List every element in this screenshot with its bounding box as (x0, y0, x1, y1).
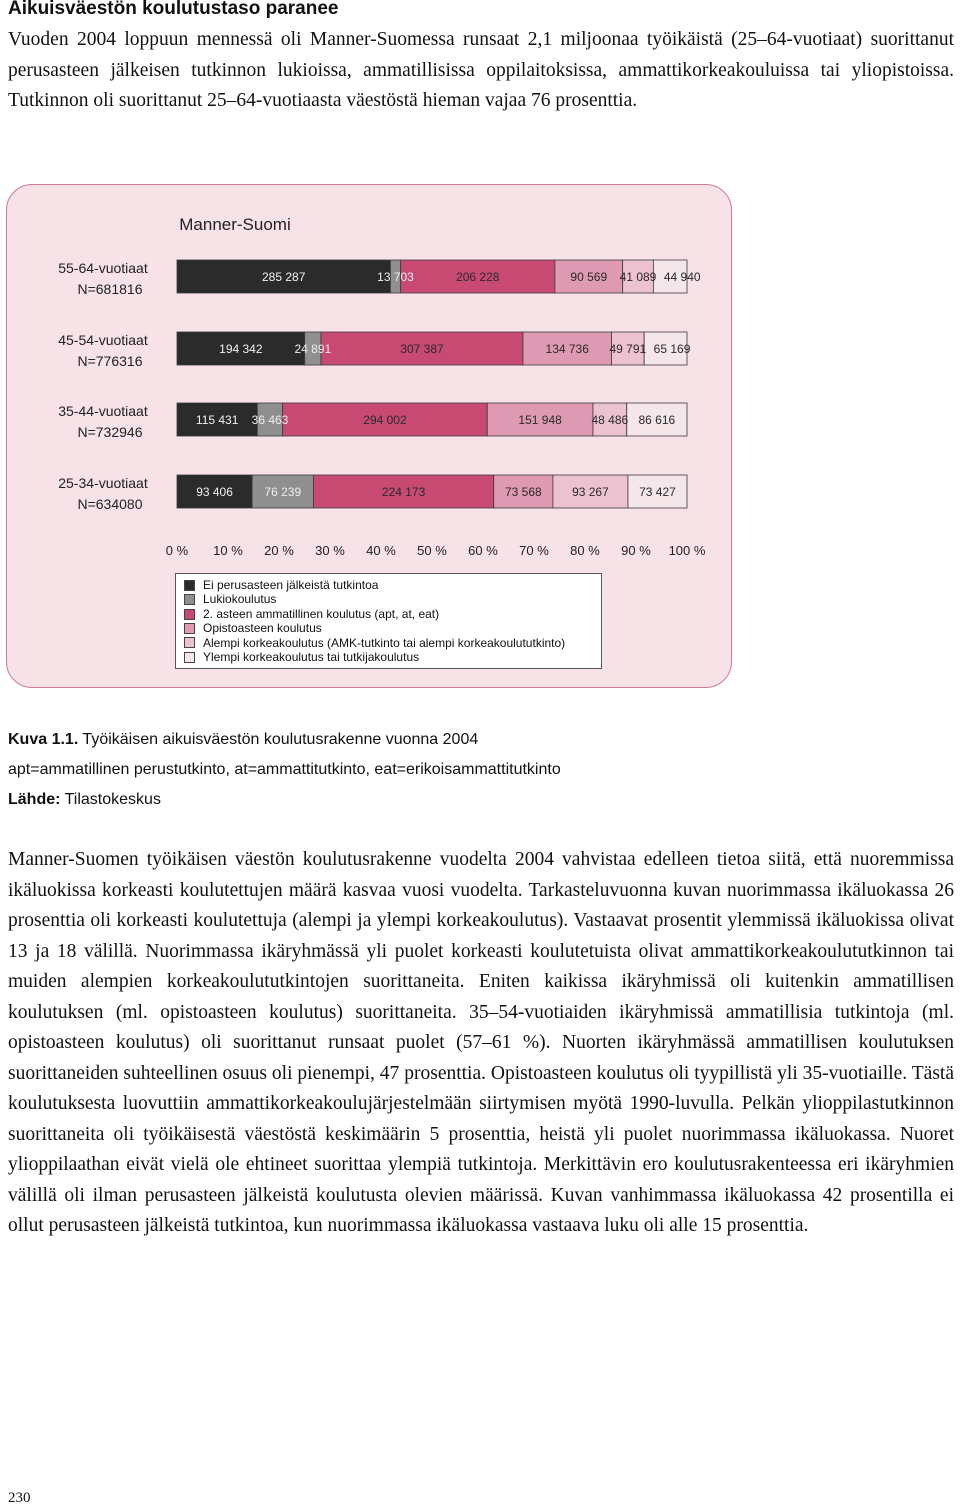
legend-item (184, 592, 601, 606)
x-tick-label: 100 % (668, 543, 706, 558)
data-label: 285 287 (262, 270, 306, 284)
figure-caption (8, 731, 478, 749)
legend-item (184, 578, 601, 592)
x-tick-label: 20 % (264, 543, 294, 558)
data-label: 206 228 (456, 270, 500, 284)
page-number: 230 (8, 1490, 31, 1506)
legend-label: 2. asteen ammatillinen koulutus (apt, at, eat) (203, 606, 440, 621)
category-n: N=681816 (77, 281, 143, 297)
data-label: 65 169 (653, 342, 691, 356)
legend-swatch (184, 623, 195, 634)
legend-swatch (184, 652, 195, 663)
data-label: 93 406 (196, 485, 233, 499)
legend-item (184, 650, 601, 664)
data-label: 36 463 (251, 413, 289, 427)
data-label: 115 431 (195, 413, 239, 427)
legend-item (184, 621, 601, 635)
caption-label: Kuva 1.1. (8, 731, 79, 748)
legend-swatch (184, 609, 195, 620)
data-label: 307 387 (400, 342, 444, 356)
data-label: 73 427 (639, 485, 676, 499)
data-label: 44 940 (663, 270, 701, 284)
data-label: 224 173 (381, 485, 426, 499)
data-label: 194 342 (219, 342, 263, 356)
category-label: 25-34-vuotiaat (58, 475, 148, 491)
x-tick-label: 10 % (213, 543, 243, 558)
data-label: 134 736 (545, 342, 589, 356)
data-label: 49 791 (609, 342, 647, 356)
category-n: N=776316 (77, 353, 143, 369)
x-tick-label: 30 % (315, 543, 345, 558)
legend-label: Opistoasteen koulutus (203, 621, 322, 636)
caption-abbreviations: apt=ammatillinen perustutkinto, at=ammattitutkinto, eat=erikoisammattitutkinto (8, 761, 561, 778)
source-label: Lähde: (8, 791, 61, 808)
chart-title: Manner-Suomi (179, 215, 291, 234)
x-tick-label: 50 % (417, 543, 447, 558)
data-label: 86 616 (638, 413, 676, 427)
category-label: 55-64-vuotiaat (58, 260, 148, 276)
data-label: 48 486 (591, 413, 629, 427)
legend-label: Ylempi korkeakoulutus tai tutkijakoulutus (203, 650, 420, 665)
x-tick-label: 80 % (570, 543, 600, 558)
legend-label: Lukiokoulutus (203, 592, 277, 607)
x-tick-label: 40 % (366, 543, 396, 558)
data-label: 294 002 (363, 413, 407, 427)
data-label: 73 568 (504, 485, 542, 499)
data-label: 90 569 (570, 270, 608, 284)
legend-label: Alempi korkeakoulutus (AMK-tutkinto tai alempi korkeakoulututkinto) (203, 635, 566, 650)
x-tick-label: 60 % (468, 543, 498, 558)
x-tick-label: 0 % (165, 543, 189, 558)
data-label: 41 089 (619, 270, 657, 284)
x-tick-label: 70 % (519, 543, 549, 558)
legend-swatch (184, 637, 195, 648)
category-n: N=634080 (77, 496, 143, 512)
section-heading: Aikuisväestön koulutustaso paranee (8, 0, 339, 19)
caption-title-text: Työikäisen aikuisväestön koulutusrakenne vuonna 2004 (78, 731, 479, 748)
body-paragraph: Manner-Suomen työikäisen väestön koulutusrakenne vuodelta 2004 vahvistaa edelleen tietoa siitä, että nuoremmissa ikäluokissa korkeasti koulutettujen määrä kasvaa vuosi vuodelta. Tarkasteluvuonna kuvan nuorimmassa ikäluokassa 26 prosenttia oli korkeasti koulutettuja (alempi ja ylempi korkeakoulutus). Vastaavat prosentit ylemmissä ikäluokissa olivat 13 ja 18 välillä. Nuorimmassa ikäryhmässä yli puolet korkeasti koulutetuista olivat ammattikorkeakoulututkinnon tai muiden alempien korkeakoulututkintojen suorittaneita. Eniten kaikissa ikäryhmissä oli kuitenkin ammatillisen koulutuksen (ml. opistoasteen koulutus) suorittaneita. 35–54-vuotiaiden ikäryhmissä ammatillisia tutkintoja (ml. opistoasteen koulutus) oli suorittanut runsaat puolet (57–61 %). Nuorten ikäryhmässä ammatillisen koulutuksen suorittaneiden suhteellinen osuus oli pienempi, 47 prosenttia. Opistoasteen koulutus oli tyypillistä yli 35-vuotiaille. Tästä koulutuksesta luovuttiin ammattikorkeakoulujärjestelmään siirtymisen myötä 1990-luvulla. Pelkän ylioppilastutkinnon suorittaneita oli työikäisestä väestöstä keskimäärin 5 prosenttia, heistä yli puolet nuorimmassa ikäluokassa. Nuoret ylioppilaathan eivät vielä ole ehtineet suorittaa ylempiä tutkintoja. Merkittävin ero koulutusrakenteessa eri ikäryhmien välillä oli ilman perusasteen jälkeistä koulutusta olevien määrissä. Kuvan vanhimmassa ikäluokassa 42 prosentilla ei ollut perusasteen jälkeistä tutkintoa, kun nuorimmassa ikäluokassa vastaava luku oli alle 15 prosenttia. (8, 849, 954, 1236)
data-label: 93 267 (572, 485, 609, 499)
source-text: Tilastokeskus (60, 791, 161, 808)
legend-swatch (184, 580, 195, 591)
intro-paragraph: Vuoden 2004 loppuun mennessä oli Manner-Suomessa runsaat 2,1 miljoonaa työikäistä (25–64-vuotiaat) suorittanut perusasteen jälkeisen tutkinnon lukioissa, ammatillisissa oppilaitoksissa, ammattikorkeakouluissa tai yliopistoissa. Tutkinnon oli suorittanut 25–64-vuotiaasta väestöstä hieman vajaa 76 prosenttia. (8, 29, 954, 111)
category-label: 35-44-vuotiaat (58, 403, 148, 419)
legend-swatch (184, 594, 195, 605)
data-label: 151 948 (518, 413, 562, 427)
legend-item (184, 636, 601, 650)
caption-source (8, 791, 161, 809)
legend-label: Ei perusasteen jälkeistä tutkintoa (203, 578, 379, 592)
data-label: 76 239 (264, 485, 302, 499)
chart-legend (175, 573, 602, 669)
x-tick-label: 90 % (621, 543, 651, 558)
data-label: 24 891 (294, 342, 332, 356)
category-n: N=732946 (77, 424, 143, 440)
category-label: 45-54-vuotiaat (58, 332, 148, 348)
data-label: 13 703 (377, 270, 414, 284)
legend-item (184, 607, 601, 621)
